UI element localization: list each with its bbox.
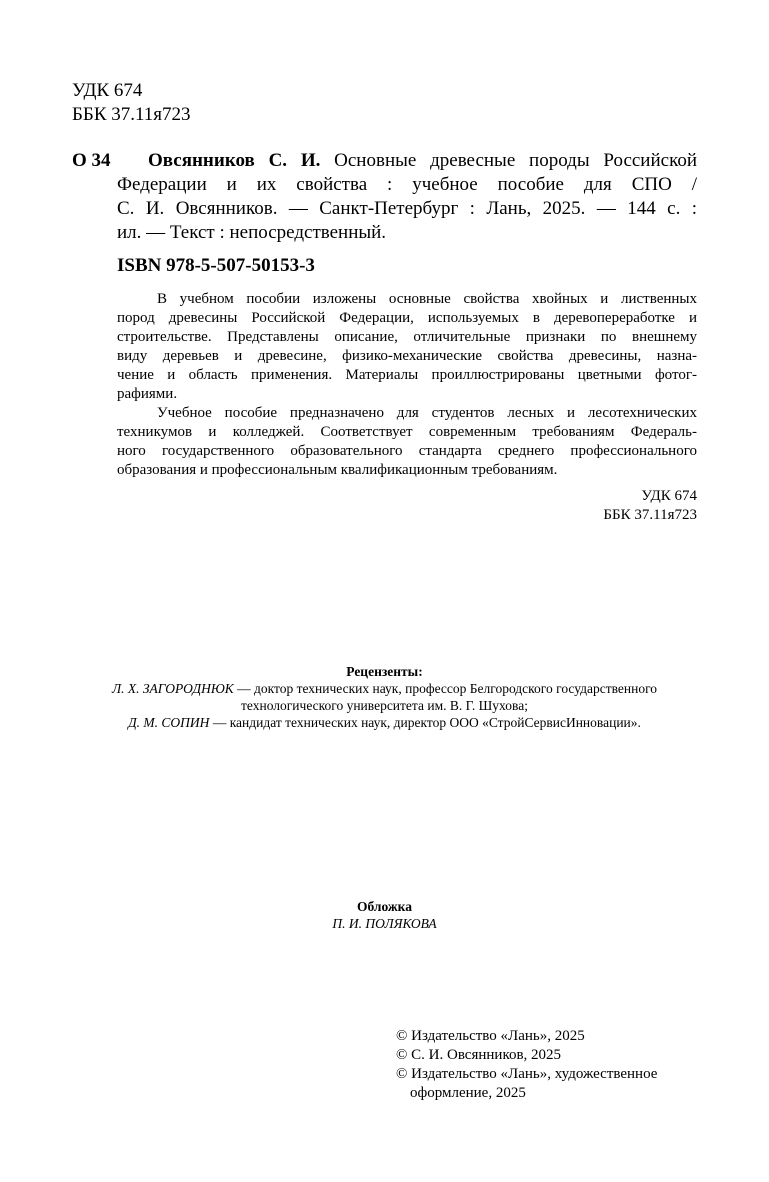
bbk-bottom: ББК 37.11я723: [603, 507, 697, 523]
entry-line-4: ил. — Текст : непосредственный.: [117, 222, 387, 243]
udk-top: УДК 674: [72, 80, 143, 101]
reviewer-2-name: Д. М. СОПИН: [128, 715, 210, 730]
abstract-p1-line: рафиями.: [117, 386, 178, 402]
cover-heading: Обложка: [356, 899, 412, 914]
copyright-1: © Издательство «Лань», 2025: [396, 1028, 585, 1044]
abstract-p2-line: образования и профессиональным квалификационным требованиям.: [117, 462, 558, 478]
abstract-p1-line: чение и область применения. Материалы проиллюстрированы цветными фотог-: [117, 367, 697, 383]
copyright-3-cont: оформление, 2025: [410, 1085, 526, 1101]
entry-line-3: С. И. Овсянников. — Санкт-Петербург : Лань, 2025. — 144 с. :: [117, 198, 697, 219]
reviewer-1-cont: технологического университета им. В. Г. Шухова;: [241, 698, 528, 713]
reviewer-2: [0, 714, 769, 731]
author-name: Овсянников С. И.: [148, 150, 321, 171]
author-sign: О 34: [72, 150, 111, 171]
abstract-p2-line: ного государственного образовательного стандарта среднего профессионального: [117, 443, 697, 459]
copyright-2: © С. И. Овсянников, 2025: [396, 1047, 562, 1063]
abstract-p1-line: виду деревьев и древесине, физико-механические свойства древесины, назна-: [117, 348, 697, 364]
abstract-p2-line: техникумов и колледжей. Соответствует современным требованиям Федераль-: [117, 424, 697, 440]
udk-bottom: УДК 674: [641, 488, 697, 504]
reviewer-2-text: — кандидат технических наук, директор ООО «СтройСервисИнновации».: [209, 715, 641, 730]
abstract-p1-line: пород древесины Российской Федерации, используемых в деревопереработке и: [117, 310, 697, 326]
reviewer-1-text: — доктор технических наук, профессор Белгородского государственного: [233, 681, 658, 696]
copyright-3: © Издательство «Лань», художественное: [396, 1066, 658, 1082]
abstract-p1-line: В учебном пособии изложены основные свойства хвойных и лиственных: [157, 291, 697, 307]
abstract-p2-line: Учебное пособие предназначено для студентов лесных и лесотехнических: [157, 405, 697, 421]
reviewers-heading: Рецензенты:: [346, 664, 423, 679]
reviewer-1: [0, 680, 769, 697]
entry-line-1: [148, 149, 697, 173]
isbn: ISBN 978-5-507-50153-3: [117, 255, 315, 276]
reviewer-1-name: Л. Х. ЗАГОРОДНЮК: [111, 681, 234, 696]
abstract-p1-line: строительстве. Представлены описание, отличительные признаки по внешнему: [117, 329, 697, 345]
bbk-top: ББК 37.11я723: [72, 104, 191, 125]
title-start: Основные древесные породы Российской: [334, 150, 698, 171]
cover-designer: П. И. ПОЛЯКОВА: [332, 916, 437, 931]
entry-line-2: Федерации и их свойства : учебное пособие для СПО /: [117, 174, 697, 195]
